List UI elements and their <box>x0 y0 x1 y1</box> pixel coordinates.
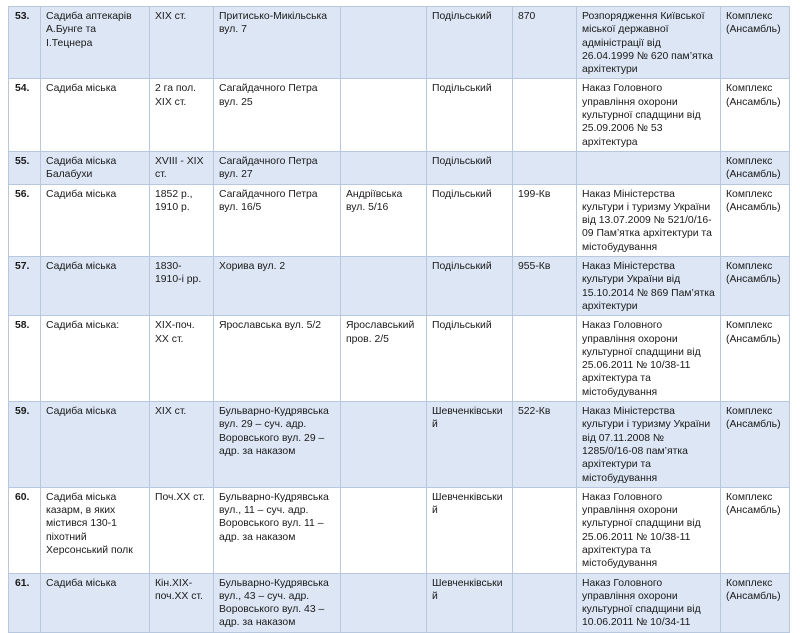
district: Подільський <box>427 257 513 316</box>
legal-document: Наказ Міністерства культури і туризму України від 07.11.2008 № 1285/0/16-08 пам’ятка архітектури та містобудування <box>577 402 721 488</box>
row-number: 54. <box>9 79 41 151</box>
table-row <box>9 257 790 316</box>
address: Бульварно-Кудрявська вул. 29 – суч. адр. Воровського вул. 29 – адр. за наказом <box>214 402 341 488</box>
address-alt <box>341 487 427 573</box>
row-number: 61. <box>9 573 41 632</box>
legal-document: Наказ Головного управління охорони культурної спадщини від 25.09.2006 № 53 архітектура <box>577 79 721 151</box>
dating: XVIII - XIX ст. <box>150 151 214 184</box>
address: Бульварно-Кудрявська вул., 11 – суч. адр. Воровського вул. 11 – адр. за наказом <box>214 487 341 573</box>
dating: XIX ст. <box>150 402 214 488</box>
dating: 1830-1910-і рр. <box>150 257 214 316</box>
table-row <box>9 316 790 402</box>
dating: 2 га пол. XIX ст. <box>150 79 214 151</box>
object-type: Комплекс (Ансамбль) <box>721 402 790 488</box>
district: Шевченківський <box>427 402 513 488</box>
row-number: 56. <box>9 184 41 256</box>
object-name: Садиба міська казарм, в яких містився 130-1 піхотний Херсонський полк <box>41 487 150 573</box>
table-row <box>9 7 790 79</box>
object-type: Комплекс (Ансамбль) <box>721 184 790 256</box>
address-alt: Андріївська вул. 5/16 <box>341 184 427 256</box>
address: Сагайдачного Петра вул. 16/5 <box>214 184 341 256</box>
legal-document: Наказ Головного управління охорони культурної спадщини від 25.06.2011 № 10/38-11 архітектура та містобудування <box>577 316 721 402</box>
dating: XIX-поч. XX ст. <box>150 316 214 402</box>
address: Бульварно-Кудрявська вул., 43 – суч. адр. Воровського вул. 43 – адр. за наказом <box>214 573 341 632</box>
legal-document: Наказ Головного управління охорони культурної спадщини від 25.06.2011 № 10/38-11 архітектура та містобудування <box>577 487 721 573</box>
object-name: Садиба міська: <box>41 316 150 402</box>
address: Сагайдачного Петра вул. 25 <box>214 79 341 151</box>
legal-document: Наказ Головного управління охорони культурної спадщини від 10.06.2011 № 10/34-11 <box>577 573 721 632</box>
address-alt: Ярославський пров. 2/5 <box>341 316 427 402</box>
table-row <box>9 573 790 632</box>
row-number: 55. <box>9 151 41 184</box>
legal-document: Наказ Міністерства культури України від 15.10.2014 № 869 Пам’ятка архітектури <box>577 257 721 316</box>
district: Подільський <box>427 316 513 402</box>
object-type: Комплекс (Ансамбль) <box>721 316 790 402</box>
object-name: Садиба аптекарів А.Бунге та І.Тецнера <box>41 7 150 79</box>
object-type: Комплекс (Ансамбль) <box>721 487 790 573</box>
address-alt <box>341 79 427 151</box>
district: Подільський <box>427 151 513 184</box>
row-number: 57. <box>9 257 41 316</box>
district: Подільський <box>427 7 513 79</box>
table-row <box>9 402 790 488</box>
district: Шевченківський <box>427 573 513 632</box>
address: Хорива вул. 2 <box>214 257 341 316</box>
address-alt <box>341 573 427 632</box>
object-type: Комплекс (Ансамбль) <box>721 151 790 184</box>
row-number: 53. <box>9 7 41 79</box>
address: Притисько-Микільська вул. 7 <box>214 7 341 79</box>
object-name: Садиба міська <box>41 402 150 488</box>
table-row <box>9 487 790 573</box>
legal-document <box>577 151 721 184</box>
object-type: Комплекс (Ансамбль) <box>721 257 790 316</box>
dating: 1852 р., 1910 р. <box>150 184 214 256</box>
object-name: Садиба міська <box>41 257 150 316</box>
dating: Кін.XIX-поч.XX ст. <box>150 573 214 632</box>
address-alt <box>341 257 427 316</box>
row-number: 59. <box>9 402 41 488</box>
protection-code: 870 <box>513 7 577 79</box>
row-number: 60. <box>9 487 41 573</box>
object-type: Комплекс (Ансамбль) <box>721 7 790 79</box>
dating: XIX ст. <box>150 7 214 79</box>
table-row <box>9 184 790 256</box>
object-name: Садиба міська Балабухи <box>41 151 150 184</box>
object-name: Садиба міська <box>41 184 150 256</box>
table-row <box>9 151 790 184</box>
protection-code: 955-Кв <box>513 257 577 316</box>
district: Подільський <box>427 184 513 256</box>
document-page <box>8 6 789 633</box>
district: Шевченківський <box>427 487 513 573</box>
legal-document: Розпорядження Київської міської державної адміністрації від 26.04.1999 № 620 пам’ятка архітектури <box>577 7 721 79</box>
protection-code: 522-Кв <box>513 402 577 488</box>
heritage-registry-table <box>8 6 790 633</box>
legal-document: Наказ Міністерства культури і туризму України від 13.07.2009 № 521/0/16-09 Пам’ятка архітектури та містобудування <box>577 184 721 256</box>
protection-code <box>513 573 577 632</box>
address-alt <box>341 7 427 79</box>
dating: Поч.XX ст. <box>150 487 214 573</box>
object-type: Комплекс (Ансамбль) <box>721 573 790 632</box>
object-name: Садиба міська <box>41 573 150 632</box>
address: Ярославська вул. 5/2 <box>214 316 341 402</box>
object-type: Комплекс (Ансамбль) <box>721 79 790 151</box>
district: Подільський <box>427 79 513 151</box>
table-row <box>9 79 790 151</box>
protection-code <box>513 316 577 402</box>
protection-code <box>513 487 577 573</box>
protection-code: 199-Кв <box>513 184 577 256</box>
protection-code <box>513 151 577 184</box>
address: Сагайдачного Петра вул. 27 <box>214 151 341 184</box>
object-name: Садиба міська <box>41 79 150 151</box>
row-number: 58. <box>9 316 41 402</box>
address-alt <box>341 402 427 488</box>
address-alt <box>341 151 427 184</box>
protection-code <box>513 79 577 151</box>
